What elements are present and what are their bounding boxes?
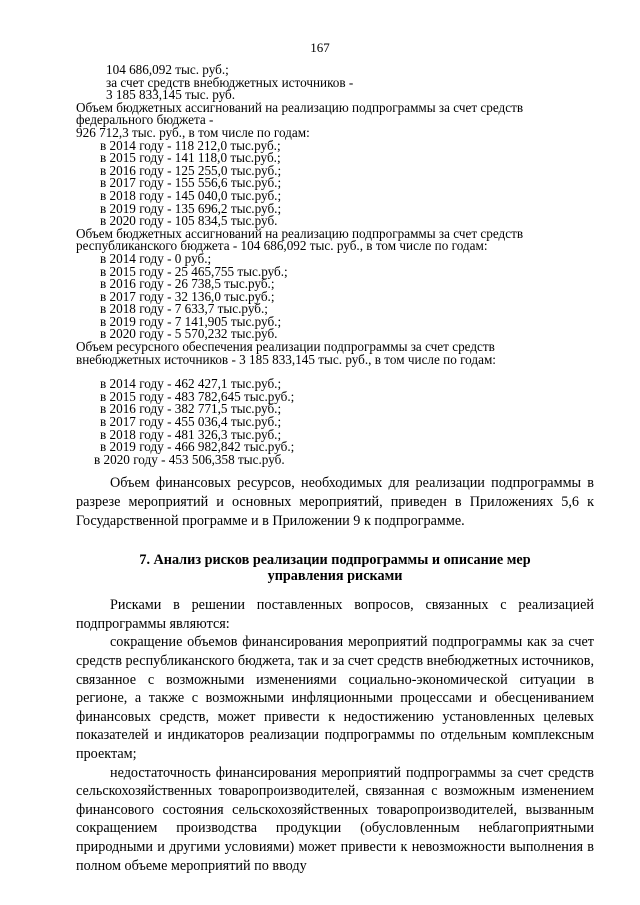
year-line: в 2017 году - 455 036,4 тыс.руб.; xyxy=(100,414,282,430)
year-line: в 2014 году - 118 212,0 тыс.руб.; xyxy=(100,137,281,153)
year-line: в 2016 году - 125 255,0 тыс.руб.; xyxy=(100,162,282,178)
extrabudget-heading-line: Объем ресурсного обеспечения реализации подпрограммы за счет средств xyxy=(76,339,495,355)
year-line: в 2015 году - 483 782,645 тыс.руб.; xyxy=(100,388,295,404)
year-line: в 2017 году - 32 136,0 тыс.руб.; xyxy=(100,288,275,304)
year-line: в 2018 году - 7 633,7 тыс.руб.; xyxy=(100,301,268,317)
document-body xyxy=(76,64,594,875)
year-line: в 2016 году - 382 771,5 тыс.руб.; xyxy=(100,401,282,417)
republic-heading-line: республиканского бюджета - 104 686,092 тыс. руб., в том числе по годам: xyxy=(76,238,488,254)
year-line: в 2019 году - 135 696,2 тыс.руб.; xyxy=(100,200,282,216)
page-number: 167 xyxy=(310,40,330,55)
year-line: в 2014 году - 0 руб.; xyxy=(100,250,212,266)
federal-heading-line: федерального бюджета - xyxy=(76,112,214,128)
year-line: в 2017 году - 155 556,6 тыс.руб.; xyxy=(100,175,282,191)
risk-paragraph: сокращение объемов финансирования мероприятий подпрограммы как за счет средств республиканского бюджета, так и за счет средств внебюджетных источников, связанное с возможными изменениями социально-экономической ситуации в регионе, а также с возможными инфляционными процессами и обесцениванием финансовых средств, может привести к недостижению установленных целевых показателей и индикаторов реализации подпрограммы по отдельным комплексным проектам; xyxy=(76,634,594,762)
federal-budget-section xyxy=(76,99,594,229)
section-heading-line: управления рисками xyxy=(267,568,403,585)
year-line: в 2014 году - 462 427,1 тыс.руб.; xyxy=(100,376,282,392)
republic-heading-line: Объем бюджетных ассигнований на реализацию подпрограммы за счет средств xyxy=(76,225,524,241)
federal-heading-line: Объем бюджетных ассигнований на реализацию подпрограммы за счет средств xyxy=(76,99,524,115)
extrabudget-heading-line: внебюджетных источников - 3 185 833,145 тыс. руб., в том числе по годам: xyxy=(76,351,496,367)
text-line: 104 686,092 тыс. руб.; xyxy=(106,62,229,77)
year-line: в 2020 году - 5 570,232 тыс.руб. xyxy=(100,326,278,342)
year-line: в 2018 году - 145 040,0 тыс.руб.; xyxy=(100,187,282,203)
year-line: в 2015 году - 25 465,755 тыс.руб.; xyxy=(100,263,288,279)
year-line: в 2016 году - 26 738,5 тыс.руб.; xyxy=(100,276,275,292)
year-line: в 2015 году - 141 118,0 тыс.руб.; xyxy=(100,150,281,166)
text-line: за счет средств внебюджетных источников - xyxy=(106,74,354,90)
year-line: в 2019 году - 7 141,905 тыс.руб.; xyxy=(100,313,282,329)
federal-heading-line: 926 712,3 тыс. руб., в том числе по годам: xyxy=(76,124,310,140)
republic-budget-section xyxy=(76,225,594,342)
year-line: в 2019 году - 466 982,842 тыс.руб.; xyxy=(100,439,295,455)
top-lines xyxy=(76,64,594,102)
risk-paragraph: Рисками в решении поставленных вопросов, связанных с реализацией подпрограммы являются: xyxy=(76,597,594,632)
text-line: 3 185 833,145 тыс. руб. xyxy=(106,87,236,103)
year-line: в 2018 году - 481 326,3 тыс.руб.; xyxy=(100,426,282,442)
section-heading-line: 7. Анализ рисков реализации подпрограммы и описание мер xyxy=(139,552,531,569)
extrabudget-section xyxy=(76,341,594,466)
financing-paragraph: Объем финансовых ресурсов, необходимых для реализации подпрограммы в разрезе мероприятий и основных мероприятий, приведен в Приложениях 5,6 к Государственной программе и в Приложении 9 к подпрограмме. xyxy=(76,475,594,529)
year-line: в 2020 году - 453 506,358 тыс.руб. xyxy=(94,451,285,467)
year-line: в 2020 году - 105 834,5 тыс.руб. xyxy=(100,213,278,229)
risk-paragraph: недостаточность финансирования мероприятий подпрограммы за счет средств сельскохозяйственных товаропроизводителей, связанная с возможным изменением финансового состояния сельскохозяйственных товаропроизводителей, вызванным сокращением производства продукции (обусловленным неблагоприятными природными и другими условиями) может привести к невозможности выполнения в полном объеме мероприятий по вводу xyxy=(76,764,594,874)
section-heading xyxy=(76,552,594,584)
